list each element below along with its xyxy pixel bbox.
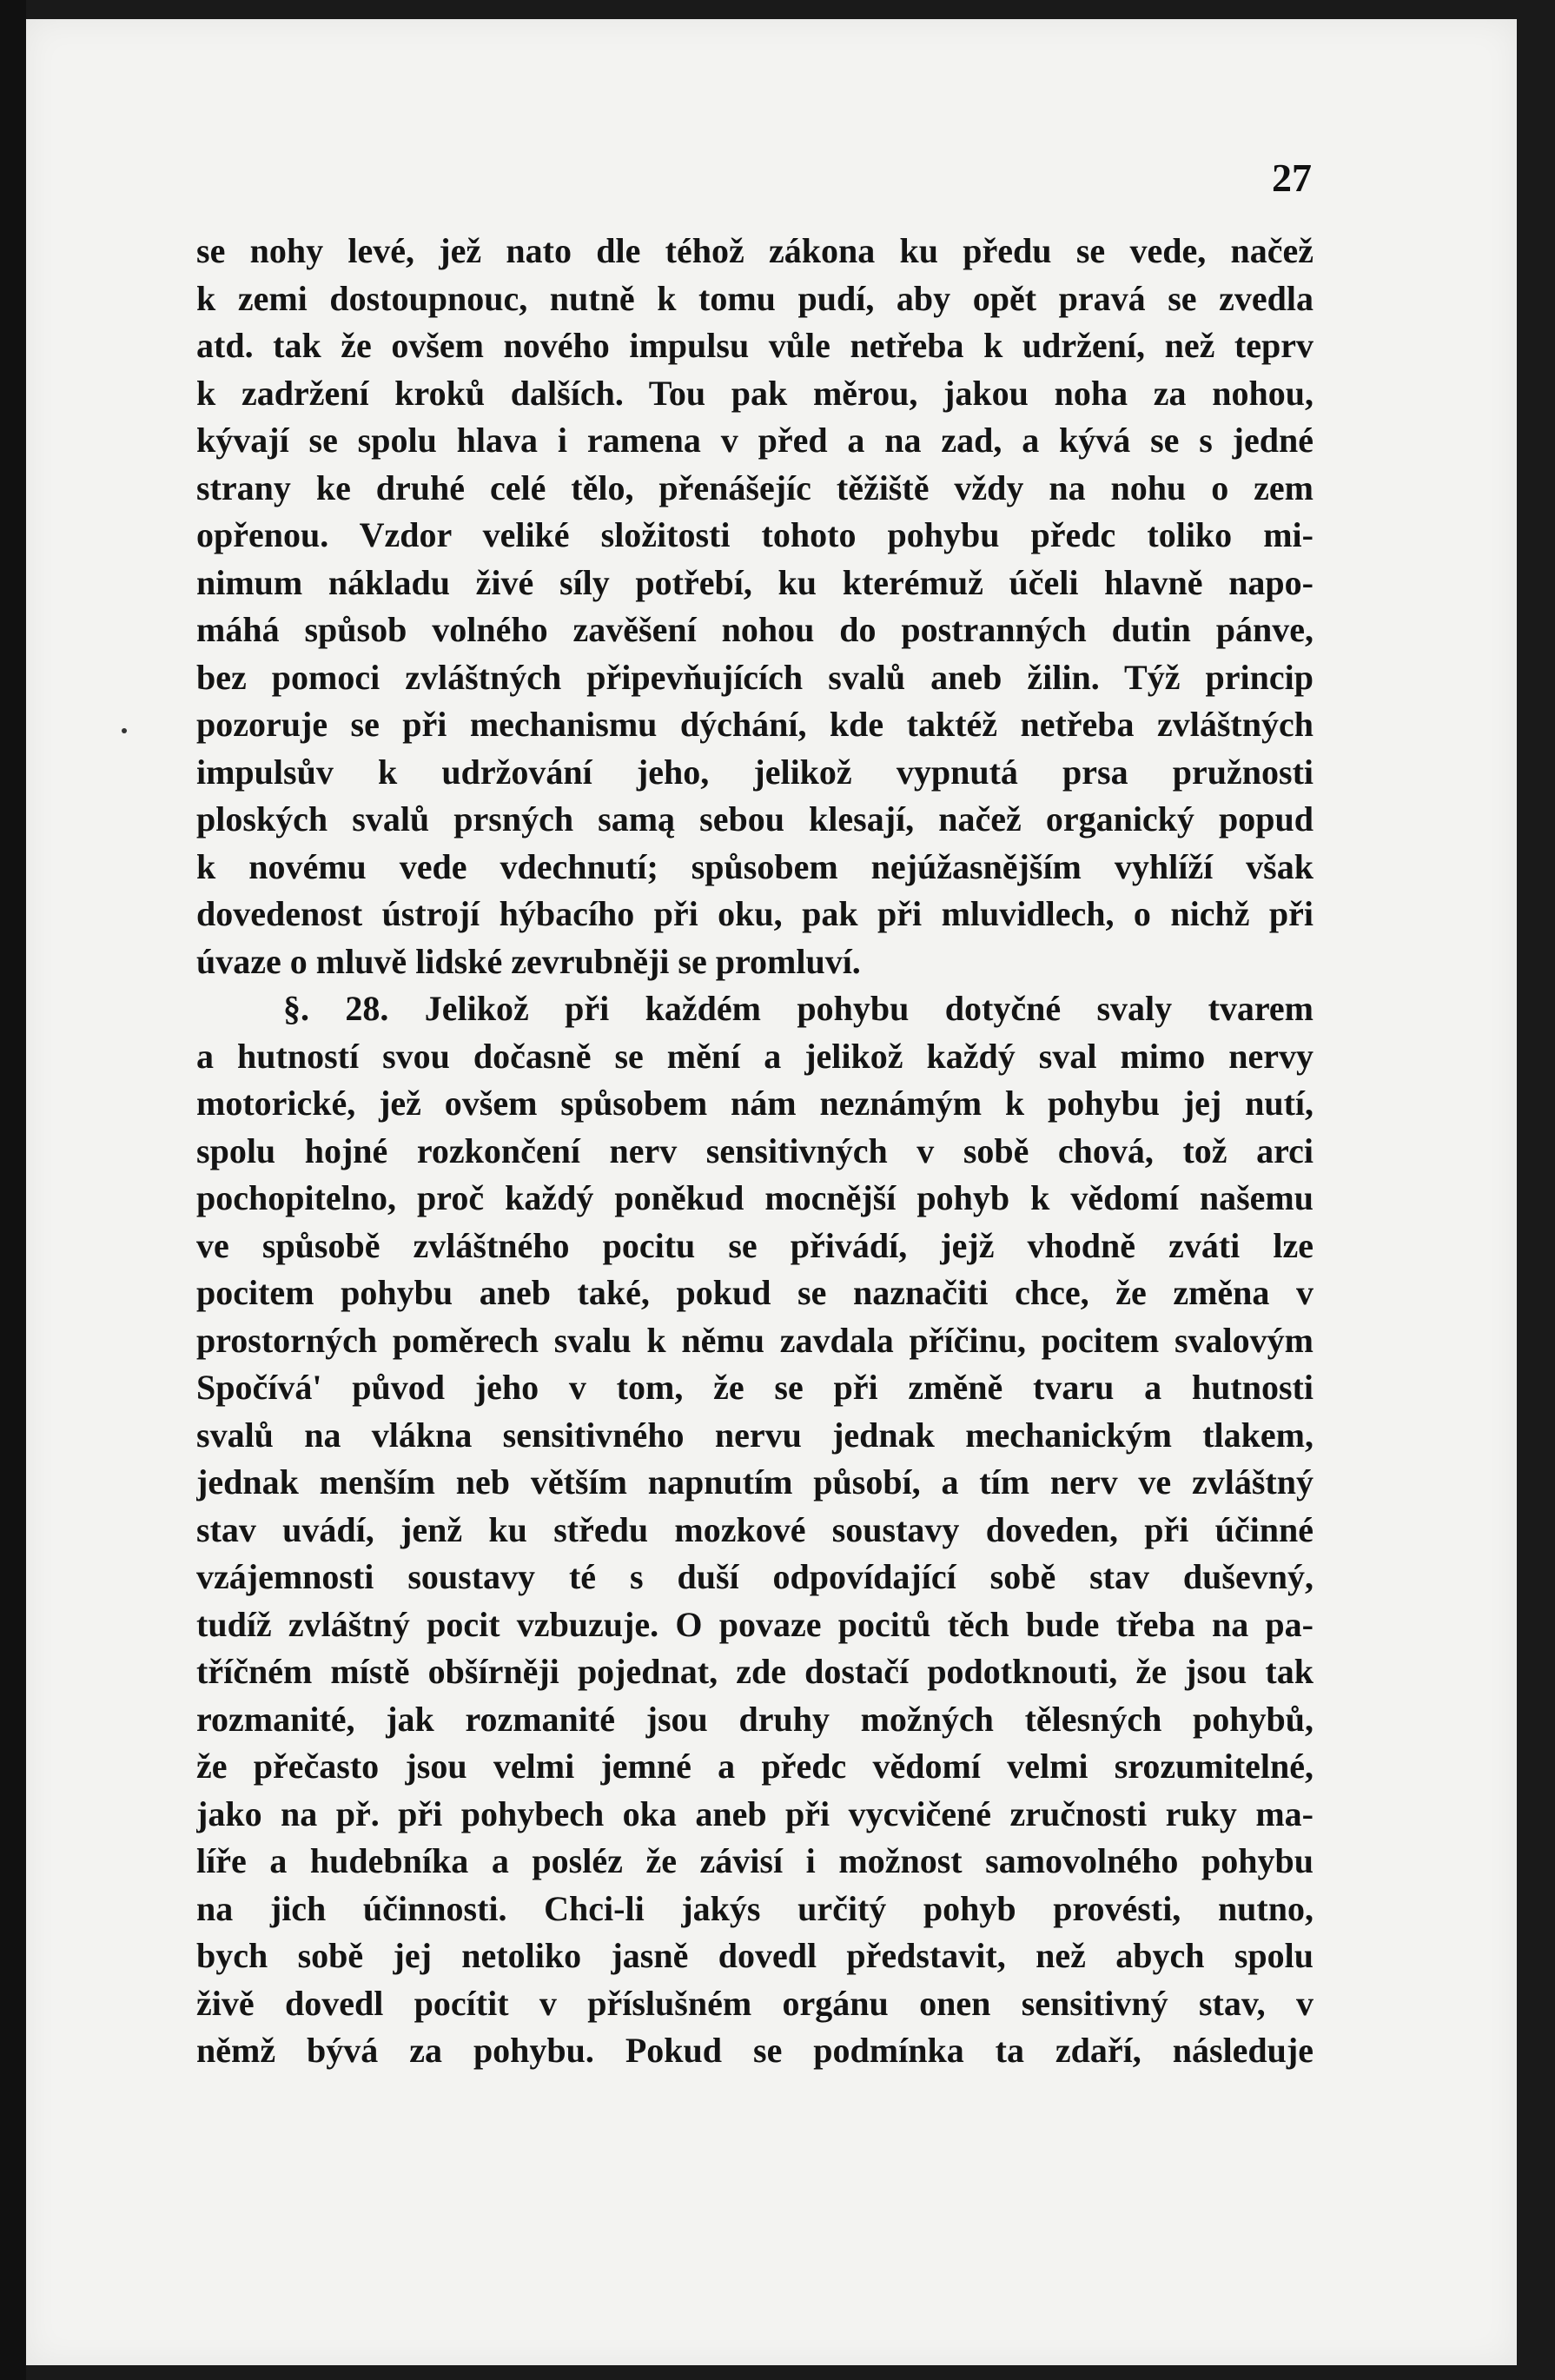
text-line: spolu hojné rozkončení nerv sensitivných v sobě chová, tož arci <box>196 1130 1313 1170</box>
text-line: nimum nákladu živé síly potřebí, ku kterémuž účeli hlavně napo- <box>196 562 1313 602</box>
text-line: prostorných poměrech svalu k němu zavdala příčinu, pocitem svalovým <box>196 1320 1313 1360</box>
text-line: vzájemnosti soustavy té s duší odpovídající sobě stav duševný, <box>196 1557 1313 1596</box>
text-line: tudíž zvláštný pocit vzbuzuje. O povaze pocitů těch bude třeba na pa- <box>196 1604 1313 1644</box>
text-line: strany ke druhé celé tělo, přenášejíc těžiště vždy na nohu o zem <box>196 467 1313 507</box>
text-line: k novému vede vdechnutí; spůsobem nejúžasnějším vyhlíží však <box>196 846 1313 886</box>
text-line: k zadržení kroků dalších. Tou pak měrou, jakou noha za nohou, <box>196 373 1313 413</box>
text-line: Spočívá' původ jeho v tom, že se při změně tvaru a hutnosti <box>196 1368 1313 1407</box>
text-line: rozmanité, jak rozmanité jsou druhy možných tělesných pohybů, <box>196 1699 1313 1739</box>
text-line: atd. tak že ovšem nového impulsu vůle netřeba k udržení, než teprv <box>196 326 1313 365</box>
text-line: jednak menším neb větším napnutím působí, a tím nerv ve zvláštný <box>196 1462 1313 1502</box>
text-line: kývají se spolu hlava i ramena v před a na zad, a kývá se s jedné <box>196 421 1313 460</box>
text-line: úvaze o mluvě lidské zevrubněji se promluví. <box>196 941 861 981</box>
text-line: máhá spůsob volného zavěšení nohou do postranných dutin pánve, <box>196 610 1313 649</box>
page-number: 27 <box>1272 156 1312 200</box>
text-line: pochopitelno, proč každý poněkud mocnější pohyb k vědomí našemu <box>196 1178 1313 1217</box>
text-line: bych sobě jej netoliko jasně dovedl představit, než abych spolu <box>196 1936 1313 1975</box>
text-line: impulsův k udržování jeho, jelikož vypnutá prsa pružnosti <box>196 752 1313 792</box>
text-line: ve spůsobě zvláštného pocitu se přivádí, jejž vhodně zváti lze <box>196 1225 1313 1265</box>
text-line: němž bývá za pohybu. Pokud se podmínka ta zdaří, následuje <box>196 2031 1313 2070</box>
text-line: opřenou. Vzdor veliké složitosti tohoto pohybu předc toliko mi- <box>196 515 1313 554</box>
text-line: živě dovedl pocítit v příslušném orgánu onen sensitivný stav, v <box>196 1983 1313 2023</box>
text-line: na jich účinnosti. Chci-li jakýs určitý pohyb provésti, nutno, <box>196 1888 1313 1928</box>
text-line: pozoruje se při mechanismu dýchání, kde taktéž netřeba zvláštných <box>196 705 1313 744</box>
section-heading-line: §. 28. Jelikož při každém pohybu dotyčné svaly tvarem <box>283 989 1313 1028</box>
scan-border <box>0 0 26 2380</box>
text-line: se nohy levé, jež nato dle téhož zákona ku předu se vede, načež <box>196 231 1313 270</box>
body-text <box>196 228 1313 2075</box>
text-line: k zemi dostoupnouc, nutně k tomu pudí, aby opět pravá se zvedla <box>196 278 1313 318</box>
text-line: stav uvádí, jenž ku středu mozkové soustavy doveden, při účinné <box>196 1509 1313 1549</box>
text-line: svalů na vlákna sensitivného nervu jednak mechanickým tlakem, <box>196 1415 1313 1455</box>
text-line: ploských svalů prsných samą sebou klesají, načež organický popud <box>196 799 1313 839</box>
text-line: a hutností svou dočasně se mění a jelikož každý sval mimo nervy <box>196 1036 1313 1076</box>
text-line: dovedenost ústrojí hýbacího při oku, pak při mluvidlech, o nichž při <box>196 894 1313 933</box>
text-line: jako na př. při pohybech oka aneb při vycvičené zručnosti ruky ma- <box>196 1793 1313 1833</box>
text-line: motorické, jež ovšem spůsobem nám neznámým k pohybu jej nutí, <box>196 1084 1313 1123</box>
text-line: pocitem pohybu aneb také, pokud se naznačiti chce, že změna v <box>196 1273 1313 1312</box>
margin-mark <box>122 728 127 733</box>
text-line: bez pomoci zvláštných připevňujících svalů aneb žilin. Týž princip <box>196 657 1313 697</box>
text-line: tříčném místě obšírněji pojednat, zde dostačí podotknouti, že jsou tak <box>196 1652 1313 1691</box>
text-line: že přečasto jsou velmi jemné a předc vědomí velmi srozumitelné, <box>196 1747 1313 1786</box>
text-line: líře a hudebníka a posléz že závisí i možnost samovolného pohybu <box>196 1841 1313 1880</box>
